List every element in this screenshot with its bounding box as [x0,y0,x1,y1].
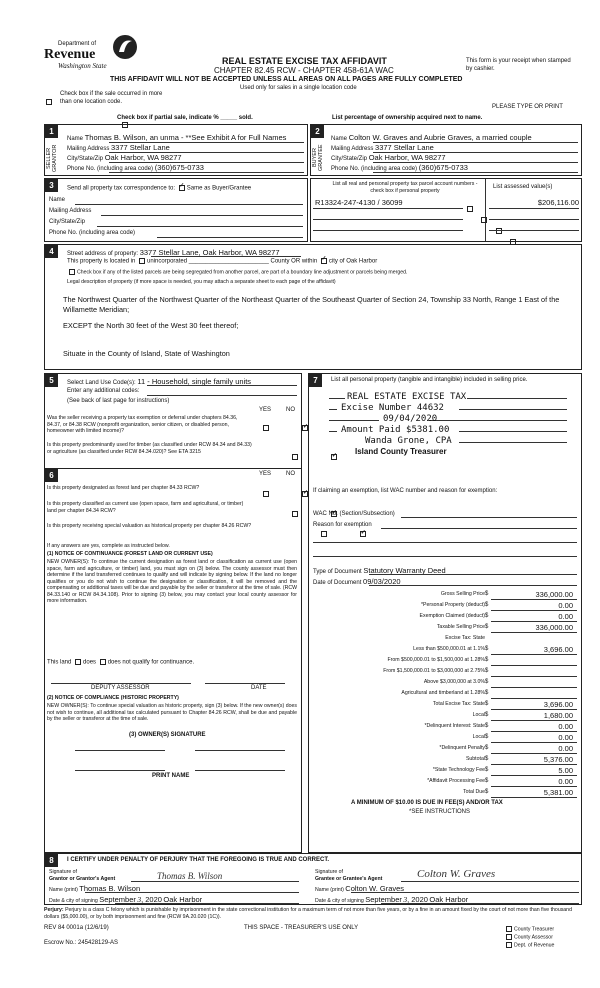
doc-type[interactable]: Statutory Warranty Deed [363,566,446,575]
escrow-number: Escrow No.: 245428129-AS [44,940,119,946]
sec6-q3: Is this property receiving special valuation as historical property per chapter 84.26 RCW? [47,523,252,529]
personal-property-section [308,373,582,853]
buyer-side-label: BUYER GRANTEE [312,144,325,172]
footer-check-3: Dept. of Revenue [504,942,554,949]
tax-row: *Affidavit Processing Fee $ 0.00 [313,777,577,787]
treasurer-use: THIS SPACE - TREASURER'S USE ONLY [244,925,359,931]
excise-stamp [329,392,569,472]
notice2-title: (2) NOTICE OF COMPLIANCE (HISTORIC PROPERTY) [47,695,179,701]
buyer-section [310,124,582,176]
tax-value[interactable]: 0.00 [558,733,573,742]
tax-row: Local $ 0.00 [313,733,577,743]
landuse-row: Select Land Use Code(s): 11 - Household, single family units [67,377,252,386]
qualify-row: This land does does not qualify for continuance. [47,659,195,666]
property-section [44,244,582,370]
buyer-mail[interactable]: 3377 Stellar Lane [375,143,434,152]
county-assessor-checkbox[interactable] [506,934,512,940]
deputy-date-label: DATE [251,685,267,691]
footer-check-2: County Assessor [504,934,553,941]
segregated-row: Check box if any of the listed parcels are being segregated from another parcel, are part of a boundary line adjustment or parcels being merged. [67,269,407,276]
receipt-note: This form is your receipt when stamped by cashier. [466,58,571,72]
seller-phone[interactable]: (360)675-0733 [154,163,204,172]
assessed-header: List assessed value(s) [493,184,553,190]
tax-value[interactable]: 5.00 [558,766,573,775]
buyer-name[interactable]: Colton W. Graves and Aubrie Graves, a married couple [348,133,532,142]
tax-row: From $500,000.01 to $1,500,000 at 1.28% $ [313,656,577,666]
tax-value[interactable]: 5,381.00 [543,788,573,797]
tax-value[interactable]: 3,696.00 [543,645,573,654]
buyer-phone[interactable]: (360)675-0733 [418,163,468,172]
land-use-section [44,373,302,469]
form-revision: REV 84 0001a (12/6/19) [44,925,109,931]
assessed-value[interactable]: $206,116.00 [537,198,579,207]
certify-text: I CERTIFY UNDER PENALTY OF PERJURY THAT THE FOREGOING IS TRUE AND CORRECT. [67,857,330,863]
does-not-qualify-checkbox[interactable] [100,659,106,665]
corr-mail-label: Mailing Address [49,208,92,214]
ownership-note: List percentage of ownership acquired next to name. [332,115,483,121]
buyer-city-row: City/State/Zip Oak Harbor, WA 98277 [331,153,446,162]
sec6-q1-yes[interactable] [263,491,269,497]
tax-value[interactable]: 3,696.00 [543,700,573,709]
buyer-name-row: Name Colton W. Graves and Aubrie Graves, a married couple [331,133,532,142]
grantee-name[interactable]: Colton W. Graves [345,884,405,893]
seller-city[interactable]: Oak Harbor, WA 98277 [104,153,182,162]
tax-value[interactable]: 0.00 [558,777,573,786]
sec5-q2-yes[interactable] [292,454,298,460]
grantee-sig-label: Signature of Grantee or Grantee's Agent [315,869,383,882]
buyer-mail-row: Mailing Address 3377 Stellar Lane [331,143,434,152]
location-row: This property is located in unincorporated ________________________ County OR within ✓ city of Oak Harbor [67,258,377,266]
certification-section [44,853,582,905]
tax-row: Above $3,000,000 at 3.0% $ [313,678,577,688]
tax-row: Agricultural and timberland at 1.28% $ [313,689,577,699]
grantor-name[interactable]: Thomas B. Wilson [79,884,141,893]
section-4-number: 4 [45,245,58,258]
notice1-body: NEW OWNER(S): To continue the current designation as forest land or classification as current use (open space, farm and agriculture, or timber) land, you must sign on (3) below. The county assessor must then determine if the land transferred continues to qualify and will indicate by signing below. If the land no longer qualifies or you do not wish to continue the designation or classification, it will be removed and the compensating or additional taxes will be due and payable by the seller or transferor at the time of sale. (RCW 84.33.140 or RCW 84.34.108). Prior to signing (3) below, you may contact your local county assessor for more information. [47,559,297,604]
print-name-label: PRINT NAME [152,773,190,779]
personal-property-label: List all personal property (tangible and intangible) included in selling price. [331,377,528,383]
corr-name-label: Name [49,197,66,203]
tax-row: Total Due $ 5,381.00 [313,788,577,798]
minimum-note: A MINIMUM OF $10.00 IS DUE IN FEE(S) AND/OR TAX [351,800,503,806]
seller-side-label: SELLER GRANTOR [46,144,59,172]
tax-value[interactable]: 336,000.00 [535,623,573,632]
seller-mail[interactable]: 3377 Stellar Lane [111,143,170,152]
legal-desc-2[interactable]: EXCEPT the North 30 feet of the West 30 feet thereof; [63,321,239,330]
city-checkbox[interactable] [321,258,327,264]
dept-line3: Washington State [58,62,107,70]
sec6-no: NO [286,471,295,477]
stamp-line-3: 09/04/2020 [383,414,438,424]
owner-signature-label: (3) OWNER(S) SIGNATURE [129,732,206,738]
legal-label: Legal description of property (if more space is needed, you may attach a separate sheet to each page of the affidavit) [67,279,336,285]
seller-section [44,124,308,176]
reason-label: Reason for exemption [313,522,372,528]
stamp-line-2: Excise Number 44632 [341,403,444,413]
segregated-checkbox[interactable] [69,269,75,275]
sec5-q1-yes[interactable] [263,425,269,431]
dept-revenue-checkbox[interactable] [506,942,512,948]
sec6-q2-yes[interactable] [292,511,298,517]
sec5-yes: YES [259,407,272,413]
doc-date[interactable]: 09/03/2020 [363,577,401,586]
corr-city-label: City/State/Zip [49,219,86,225]
tax-row: Less than $500,000.01 at 1.1% $ 3,696.00 [313,645,577,655]
parcel-number[interactable]: R13324-247-4130 / 36099 [315,198,403,207]
tax-row: *Personal Property (deduct) $ 0.00 [313,601,577,611]
section-1-number: 1 [45,125,58,138]
tax-row: *State Technology Fee $ 5.00 [313,766,577,776]
tax-value[interactable]: 336,000.00 [535,590,573,599]
tax-row: Subtotal $ 5,376.00 [313,755,577,765]
additional-codes: Enter any additional codes: [67,388,140,394]
form-subtitle: CHAPTER 82.45 RCW - CHAPTER 458-61A WAC [214,66,394,75]
tax-row: Taxable Selling Price $ 336,000.00 [313,623,577,633]
tax-row: Total Excise Tax: State $ 3,696.00 [313,700,577,710]
tax-row: Gross Selling Price $ 336,000.00 [313,590,577,600]
perjury-notice: Perjury: Perjury is a class C felony which is punishable by imprisonment in the state correctional institution for a maximum term of not more than five years, or by a fine in an amount fixed by the court of not more than five thousand dollars ($5,000.00), or by both imprisonment and fine (RCW 9A.20.020 (1C)). [44,907,572,920]
seller-name[interactable]: Thomas B. Wilson, an unma - **See Exhibit A for Full Names [84,133,287,142]
sec5-no: NO [286,407,295,413]
section-7-number: 7 [309,374,322,387]
form-title: REAL ESTATE EXCISE TAX AFFIDAVIT [222,56,387,66]
stamp-line-4: Amount Paid $5381.00 [341,425,450,435]
partial-sale-label: Check box if partial sale, indicate % _____ sold. [117,115,253,121]
tax-value[interactable]: 0.00 [558,601,573,610]
same-as-buyer-checkbox[interactable] [179,185,185,191]
if-yes-note: If any answers are yes, complete as instructed below. [47,543,170,549]
section-6-number: 6 [45,469,58,482]
grantee-name-row: Name (print) Colton W. Graves [315,884,405,893]
parcel-section [310,178,582,242]
personal-property-checkbox-1[interactable] [467,206,473,212]
dor-swirl-icon [110,32,140,62]
legal-desc-3[interactable]: Situate in the County of Island, State of Washington [63,349,230,358]
current-use-section [44,469,302,853]
stamp-line-1: REAL ESTATE EXCISE TAX [347,392,467,402]
grantor-name-row: Name (print) Thomas B. Wilson [49,884,141,893]
tax-row: Excise Tax: State [445,635,485,641]
buyer-phone-row: Phone No. (including area code) (360)675-0733 [331,163,468,172]
section-3-number: 3 [45,179,58,192]
grantor-signature[interactable]: Thomas B. Wilson [157,871,223,881]
sec5-q1: Was the seller receiving a property tax exemption or deferral under chapters 84.36, 84.37, or 84.38 RCW (nonprofit organization, senior citizen, or disabled person, homeowner with limited income)? [47,415,238,434]
please-type: PLEASE TYPE OR PRINT [492,104,563,110]
does-qualify-checkbox[interactable] [75,659,81,665]
section-5-number: 5 [45,374,58,387]
landuse-code[interactable]: 11 - Household, single family units [137,377,252,386]
corr-phone-label: Phone No. (including area code) [49,230,136,236]
notice1-title: (1) NOTICE OF CONTINUANCE (FOREST LAND OR CURRENT USE) [47,551,213,557]
grantor-sig-label: Signature of Grantor or Grantor's Agent [49,869,116,882]
wac-label: WAC No. (Section/Subsection) [313,511,395,517]
multi-location-checkbox[interactable] [46,99,52,105]
footer-check-1: County Treasurer [504,926,554,933]
seller-city-row: City/State/Zip Oak Harbor, WA 98277 [67,153,182,162]
correspondence-section [44,178,308,242]
notice2-body: NEW OWNER(S): To continue special valuation as historic property, sign (3) below. If the new owner(s) does not wish to continue, all additional tax calculated pursuant to Chapter 84.26 RCW, shall be due and payable by the seller or transferor at the time of sale. [47,703,297,722]
see-instructions: *SEE INSTRUCTIONS [409,809,471,815]
tax-row: Local $ 1,680.00 [313,711,577,721]
section-8-number: 8 [45,854,58,867]
buyer-city[interactable]: Oak Harbor, WA 98277 [368,153,446,162]
dept-line2: Revenue [44,47,96,62]
deputy-assessor-label: DEPUTY ASSESSOR [91,685,150,691]
warning-text: THIS AFFIDAVIT WILL NOT BE ACCEPTED UNLESS ALL AREAS ON ALL PAGES ARE FULLY COMPLETED [110,76,463,83]
sec5-q2: Is this property predominantly used for timber (as classified under RCW 84.34 and 84.33) or agriculture (as classified under RCW 84.34.020)? See ETA 3215 [47,442,252,455]
sec6-q2: Is this property classified as current use (open space, farm and agricultural, or timber) land per chapter 84.34 RCW? [47,501,244,514]
correspondence-label: Send all property tax correspondence to: ✓ Same as Buyer/Grantee [67,185,251,193]
tax-row: Exemption Claimed (deduct) $ 0.00 [313,612,577,622]
tax-value[interactable]: 0.00 [558,744,573,753]
tax-row: *Delinquent Penalty $ 0.00 [313,744,577,754]
multi-location-label: Check box if the sale occurred in more than one location code. [60,91,163,105]
property-street[interactable]: 3377 Stellar Lane, Oak Harbor, WA 98277 [139,248,280,257]
see-back: (See back of last page for instructions) [67,398,170,404]
doc-date-row: Date of Document 09/03/2020 [313,577,401,586]
tax-value[interactable]: 0.00 [558,612,573,621]
tax-value[interactable]: 0.00 [558,722,573,731]
grantee-date-row: Date & city of signing September 3, 2020 Oak Harbor [315,895,469,904]
parcel-header: List all real and personal property tax parcel account numbers - check box if personal property [332,181,478,194]
exemption-label: If claiming an exemption, list WAC number and reason for exemption: [313,488,498,494]
sec6-yes: YES [259,471,272,477]
sec6-q1: Is this property designated as forest land per chapter 84.33 RCW? [47,485,200,491]
dor-logo [40,36,145,70]
unincorporated-checkbox[interactable] [139,258,145,264]
tax-row: From $1,500,000.01 to $3,000,000 at 2.75% $ [313,667,577,677]
tax-value[interactable]: 5,376.00 [543,755,573,764]
seller-name-row: Name Thomas B. Wilson, an unma - **See Exhibit A for Full Names [67,133,287,142]
tax-row: *Delinquent Interest: State $ 0.00 [313,722,577,732]
stamp-line-5: Wanda Grone, CPA [365,436,452,446]
personal-property-checkbox-2[interactable] [481,217,487,223]
dept-line1: Department of [58,41,97,47]
stamp-line-6: Island County Treasurer [355,447,447,456]
grantor-date-row: Date & city of signing September 3, 2020 Oak Harbor [49,895,203,904]
county-treasurer-checkbox[interactable] [506,926,512,932]
seller-phone-row: Phone No. (including area code) (360)675-0733 [67,163,204,172]
grantee-signature[interactable]: Colton W. Graves [417,868,496,880]
street-row: Street address of property: 3377 Stellar Lane, Oak Harbor, WA 98277 [67,248,280,257]
single-location: Used only for sales in a single location code [240,85,357,91]
tax-value[interactable]: 1,680.00 [543,711,573,720]
doc-type-row: Type of Document Statutory Warranty Deed [313,566,446,575]
seller-mail-row: Mailing Address 3377 Stellar Lane [67,143,170,152]
legal-desc-1[interactable]: The Northwest Quarter of the Northwest Quarter of the Northeast Quarter of the Southeast Quarter of Section 24, Township 33 North, Range 1 East of the Willamette Meridian; [63,295,560,314]
section-2-number: 2 [311,125,324,138]
